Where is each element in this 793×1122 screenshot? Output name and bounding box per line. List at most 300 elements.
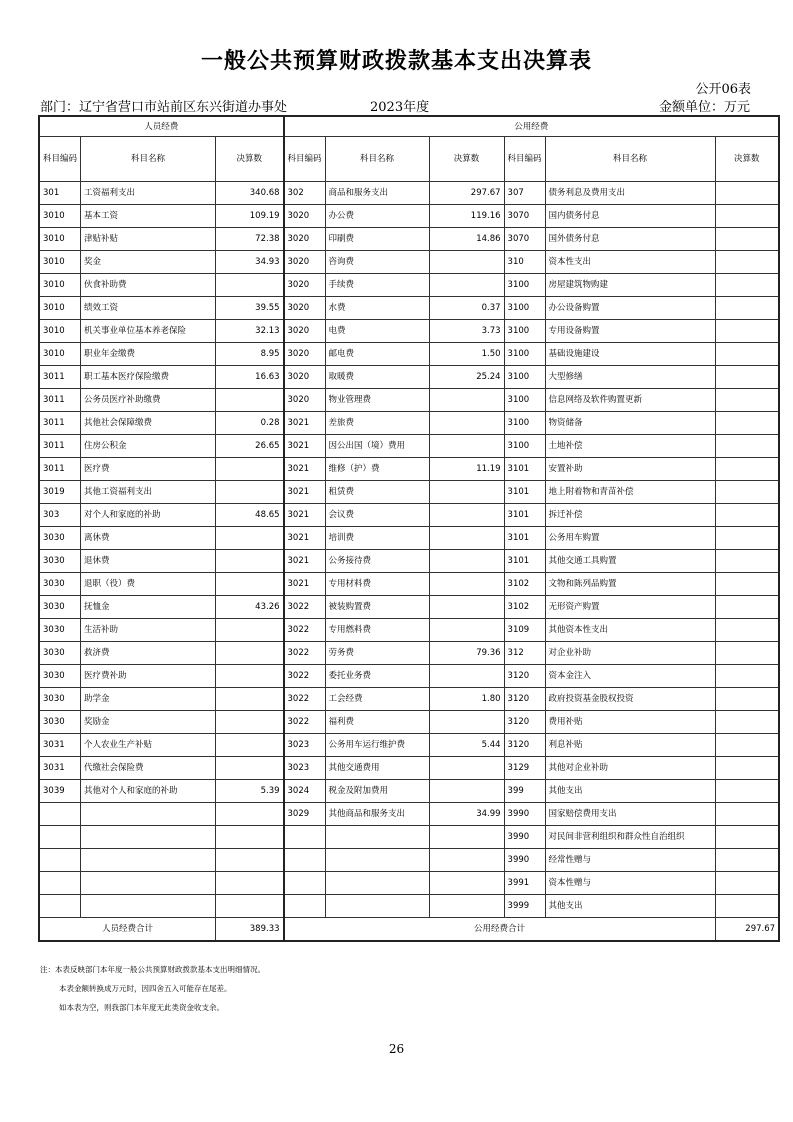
row-name: 工资福利支出	[81, 182, 216, 205]
row-amount	[715, 412, 779, 435]
row-amount	[216, 481, 284, 504]
row-amount: 119.16	[429, 205, 504, 228]
row-code: 3109	[504, 619, 545, 642]
row-amount	[715, 619, 779, 642]
row-code: 3031	[39, 734, 81, 757]
row-amount	[715, 458, 779, 481]
row-name: 其他支出	[545, 895, 715, 918]
row-code	[39, 803, 81, 826]
col-header-amount: 决算数	[429, 137, 504, 182]
row-code: 3102	[504, 596, 545, 619]
row-amount: 0.28	[216, 412, 284, 435]
row-amount	[429, 619, 504, 642]
row-code: 3011	[39, 458, 81, 481]
row-code: 3020	[284, 251, 326, 274]
row-name: 专用设备购置	[545, 320, 715, 343]
row-code: 3020	[284, 343, 326, 366]
row-name: 生活补助	[81, 619, 216, 642]
row-code: 3021	[284, 550, 326, 573]
row-amount	[715, 481, 779, 504]
personnel-total-label: 人员经费合计	[39, 918, 216, 942]
row-code: 3101	[504, 458, 545, 481]
row-code: 3129	[504, 757, 545, 780]
table-row	[39, 527, 779, 550]
row-name: 资本性赠与	[545, 872, 715, 895]
row-name: 其他商品和服务支出	[325, 803, 429, 826]
row-code: 3101	[504, 481, 545, 504]
row-code: 3030	[39, 665, 81, 688]
row-amount: 297.67	[429, 182, 504, 205]
row-name: 退休费	[81, 550, 216, 573]
table-row	[39, 550, 779, 573]
row-name: 国外债务付息	[545, 228, 715, 251]
row-name: 安置补助	[545, 458, 715, 481]
row-name: 其他对企业补助	[545, 757, 715, 780]
row-name: 办公设备购置	[545, 297, 715, 320]
row-code: 3020	[284, 274, 326, 297]
table-row	[39, 343, 779, 366]
row-amount	[715, 849, 779, 872]
row-code	[284, 895, 326, 918]
table-row	[39, 205, 779, 228]
table-row	[39, 435, 779, 458]
row-amount	[715, 527, 779, 550]
row-amount: 43.26	[216, 596, 284, 619]
table-row	[39, 251, 779, 274]
table-row	[39, 366, 779, 389]
row-amount	[715, 504, 779, 527]
row-amount	[429, 435, 504, 458]
public-section-header: 公用经费	[284, 116, 780, 137]
row-name: 其他交通工具购置	[545, 550, 715, 573]
department-label: 部门：辽宁省营口市站前区东兴街道办事处	[40, 100, 288, 115]
row-code	[284, 826, 326, 849]
table-header-info	[40, 96, 750, 114]
row-code: 3011	[39, 389, 81, 412]
row-amount	[216, 895, 284, 918]
row-code: 3100	[504, 366, 545, 389]
row-amount	[715, 320, 779, 343]
row-code: 3030	[39, 619, 81, 642]
table-row	[39, 757, 779, 780]
row-amount	[216, 642, 284, 665]
row-code: 312	[504, 642, 545, 665]
row-amount	[216, 711, 284, 734]
row-name: 咨询费	[325, 251, 429, 274]
row-name: 经常性赠与	[545, 849, 715, 872]
row-code: 3030	[39, 711, 81, 734]
row-name: 资本性支出	[545, 251, 715, 274]
row-amount	[216, 458, 284, 481]
row-amount	[715, 274, 779, 297]
row-amount	[715, 665, 779, 688]
row-amount	[216, 550, 284, 573]
row-code: 3021	[284, 458, 326, 481]
row-amount	[715, 182, 779, 205]
row-amount	[715, 688, 779, 711]
row-code: 3010	[39, 274, 81, 297]
row-name: 医疗费	[81, 458, 216, 481]
row-amount	[429, 274, 504, 297]
row-amount: 79.36	[429, 642, 504, 665]
row-name: 税金及附加费用	[325, 780, 429, 803]
table-row	[39, 642, 779, 665]
row-code: 3102	[504, 573, 545, 596]
row-amount	[715, 895, 779, 918]
row-name: 其他工资福利支出	[81, 481, 216, 504]
row-code: 3101	[504, 550, 545, 573]
row-code: 3030	[39, 573, 81, 596]
row-code: 3100	[504, 320, 545, 343]
row-name: 奖励金	[81, 711, 216, 734]
table-row	[39, 734, 779, 757]
row-code: 3022	[284, 711, 326, 734]
row-code: 3020	[284, 389, 326, 412]
row-code: 3011	[39, 435, 81, 458]
row-amount	[216, 527, 284, 550]
row-code: 3120	[504, 688, 545, 711]
row-name: 租赁费	[325, 481, 429, 504]
row-name: 信息网络及软件购置更新	[545, 389, 715, 412]
personnel-total-value: 389.33	[216, 918, 284, 942]
row-code: 3021	[284, 573, 326, 596]
col-header-code: 科目编码	[504, 137, 545, 182]
row-amount	[715, 573, 779, 596]
col-header-amount: 决算数	[216, 137, 284, 182]
row-name: 政府投资基金股权投资	[545, 688, 715, 711]
row-name: 津贴补贴	[81, 228, 216, 251]
note-line: 本表金额转换成万元时，因四舍五入可能存在尾差。	[59, 984, 232, 993]
row-code: 3101	[504, 527, 545, 550]
row-name: 邮电费	[325, 343, 429, 366]
row-code: 3022	[284, 619, 326, 642]
row-amount	[429, 665, 504, 688]
row-code: 302	[284, 182, 326, 205]
row-code: 399	[504, 780, 545, 803]
row-name: 物资储备	[545, 412, 715, 435]
table-row	[39, 711, 779, 734]
page-title: 一般公共预算财政拨款基本支出决算表	[200, 49, 592, 74]
row-amount	[216, 803, 284, 826]
row-amount	[429, 412, 504, 435]
row-code: 3100	[504, 389, 545, 412]
row-name: 对民间非营利组织和群众性自治组织	[545, 826, 715, 849]
row-amount	[715, 435, 779, 458]
row-code: 3990	[504, 803, 545, 826]
row-code: 3021	[284, 481, 326, 504]
expenditure-table	[38, 115, 780, 942]
table-row	[39, 665, 779, 688]
row-amount	[715, 550, 779, 573]
row-amount	[715, 205, 779, 228]
row-amount	[216, 389, 284, 412]
row-code: 3020	[284, 205, 326, 228]
row-name: 办公费	[325, 205, 429, 228]
row-name	[325, 826, 429, 849]
year-label: 2023年度	[370, 100, 430, 115]
row-amount: 26.65	[216, 435, 284, 458]
row-amount: 1.50	[429, 343, 504, 366]
row-name: 土地补偿	[545, 435, 715, 458]
row-code: 3070	[504, 228, 545, 251]
table-row	[39, 412, 779, 435]
row-code: 307	[504, 182, 545, 205]
row-code: 3010	[39, 320, 81, 343]
row-amount: 5.44	[429, 734, 504, 757]
row-amount: 5.39	[216, 780, 284, 803]
row-name: 电费	[325, 320, 429, 343]
row-name: 维修（护）费	[325, 458, 429, 481]
row-amount	[216, 274, 284, 297]
row-code	[284, 849, 326, 872]
row-code: 3100	[504, 274, 545, 297]
row-name: 公务用车运行维护费	[325, 734, 429, 757]
row-code: 3031	[39, 757, 81, 780]
row-code: 3991	[504, 872, 545, 895]
form-number: 公开06表	[695, 82, 751, 97]
table-row	[39, 320, 779, 343]
row-name: 差旅费	[325, 412, 429, 435]
row-name: 物业管理费	[325, 389, 429, 412]
row-code: 3120	[504, 734, 545, 757]
row-amount: 1.80	[429, 688, 504, 711]
row-amount: 72.38	[216, 228, 284, 251]
row-amount	[429, 849, 504, 872]
row-amount	[715, 389, 779, 412]
row-code: 3020	[284, 297, 326, 320]
row-code: 3100	[504, 412, 545, 435]
row-amount	[429, 527, 504, 550]
row-code	[284, 872, 326, 895]
row-name: 印刷费	[325, 228, 429, 251]
table-row	[39, 573, 779, 596]
row-amount	[216, 573, 284, 596]
row-amount	[429, 251, 504, 274]
row-amount	[429, 573, 504, 596]
row-name: 利息补贴	[545, 734, 715, 757]
row-name: 基础设施建设	[545, 343, 715, 366]
row-name: 其他资本性支出	[545, 619, 715, 642]
row-name: 取暖费	[325, 366, 429, 389]
col-header-code: 科目编码	[284, 137, 326, 182]
row-code	[39, 872, 81, 895]
row-code: 3021	[284, 435, 326, 458]
row-amount: 48.65	[216, 504, 284, 527]
row-name: 医疗费补助	[81, 665, 216, 688]
notes	[40, 960, 265, 1017]
row-name: 救济费	[81, 642, 216, 665]
row-name: 机关事业单位基本养老保险	[81, 320, 216, 343]
row-name: 对企业补助	[545, 642, 715, 665]
row-amount	[715, 826, 779, 849]
row-name: 其他支出	[545, 780, 715, 803]
table-row	[39, 182, 779, 205]
row-name: 绩效工资	[81, 297, 216, 320]
row-code: 3019	[39, 481, 81, 504]
row-amount	[429, 550, 504, 573]
table-row	[39, 297, 779, 320]
row-name: 专用燃料费	[325, 619, 429, 642]
row-code: 3020	[284, 320, 326, 343]
row-amount	[429, 757, 504, 780]
personnel-section-header: 人员经费	[39, 116, 284, 137]
row-code: 3020	[284, 366, 326, 389]
row-code: 3990	[504, 826, 545, 849]
row-name: 商品和服务支出	[325, 182, 429, 205]
row-name: 委托业务费	[325, 665, 429, 688]
row-code: 301	[39, 182, 81, 205]
row-name: 水费	[325, 297, 429, 320]
row-code: 3030	[39, 688, 81, 711]
row-code: 3029	[284, 803, 326, 826]
row-amount: 34.93	[216, 251, 284, 274]
row-name: 工会经费	[325, 688, 429, 711]
col-header-name: 科目名称	[325, 137, 429, 182]
row-code: 3120	[504, 711, 545, 734]
row-amount	[715, 757, 779, 780]
row-amount	[715, 596, 779, 619]
row-code: 3011	[39, 366, 81, 389]
row-code: 3022	[284, 642, 326, 665]
row-amount	[216, 826, 284, 849]
table-row	[39, 872, 779, 895]
row-code: 3030	[39, 596, 81, 619]
row-amount: 32.13	[216, 320, 284, 343]
table-row	[39, 780, 779, 803]
row-code: 3101	[504, 504, 545, 527]
row-name: 其他交通费用	[325, 757, 429, 780]
table-row	[39, 895, 779, 918]
row-code: 3070	[504, 205, 545, 228]
col-header-name: 科目名称	[81, 137, 216, 182]
row-code: 3990	[504, 849, 545, 872]
row-name: 其他社会保障缴费	[81, 412, 216, 435]
note-line: 如本表为空，则我部门本年度无此类资金收支余。	[59, 1003, 224, 1012]
row-amount	[715, 711, 779, 734]
row-amount	[715, 228, 779, 251]
totals-row	[39, 918, 779, 942]
row-name: 培训费	[325, 527, 429, 550]
row-name: 债务利息及费用支出	[545, 182, 715, 205]
row-name: 费用补贴	[545, 711, 715, 734]
row-code: 3100	[504, 343, 545, 366]
row-amount	[216, 849, 284, 872]
row-code: 3010	[39, 228, 81, 251]
row-name: 专用材料费	[325, 573, 429, 596]
row-name: 拆迁补偿	[545, 504, 715, 527]
row-amount	[429, 711, 504, 734]
row-name: 文物和陈列品购置	[545, 573, 715, 596]
row-amount: 109.19	[216, 205, 284, 228]
unit-label: 金额单位：万元	[658, 100, 750, 115]
row-amount	[216, 619, 284, 642]
row-name	[81, 826, 216, 849]
row-name: 福利费	[325, 711, 429, 734]
row-name: 退职（役）费	[81, 573, 216, 596]
row-code: 3030	[39, 550, 81, 573]
row-code: 3030	[39, 527, 81, 550]
row-amount	[715, 251, 779, 274]
row-amount	[216, 757, 284, 780]
row-name: 国家赔偿费用支出	[545, 803, 715, 826]
row-code: 3022	[284, 665, 326, 688]
row-amount	[715, 642, 779, 665]
row-code: 303	[39, 504, 81, 527]
row-name	[325, 849, 429, 872]
row-name: 资本金注入	[545, 665, 715, 688]
row-amount	[216, 872, 284, 895]
row-amount	[715, 366, 779, 389]
row-name: 大型修缮	[545, 366, 715, 389]
row-code: 3039	[39, 780, 81, 803]
row-name: 离休费	[81, 527, 216, 550]
row-name	[325, 895, 429, 918]
row-name: 奖金	[81, 251, 216, 274]
row-name: 抚恤金	[81, 596, 216, 619]
table-row	[39, 803, 779, 826]
row-name: 国内债务付息	[545, 205, 715, 228]
page-number: 26	[388, 1042, 405, 1056]
row-amount	[216, 688, 284, 711]
row-amount: 340.68	[216, 182, 284, 205]
public-total-label: 公用经费合计	[284, 918, 716, 942]
row-name: 房屋建筑物购建	[545, 274, 715, 297]
table-row	[39, 481, 779, 504]
public-total-value: 297.67	[715, 918, 779, 942]
row-name: 伙食补助费	[81, 274, 216, 297]
row-name: 其他对个人和家庭的补助	[81, 780, 216, 803]
row-amount	[429, 895, 504, 918]
row-name: 助学金	[81, 688, 216, 711]
row-name: 无形资产购置	[545, 596, 715, 619]
row-name: 公务员医疗补助缴费	[81, 389, 216, 412]
row-code: 3022	[284, 688, 326, 711]
row-name: 个人农业生产补贴	[81, 734, 216, 757]
table-row	[39, 504, 779, 527]
row-amount: 8.95	[216, 343, 284, 366]
row-code: 3023	[284, 734, 326, 757]
col-header-amount: 决算数	[715, 137, 779, 182]
row-code: 3023	[284, 757, 326, 780]
row-code: 3010	[39, 205, 81, 228]
row-name: 劳务费	[325, 642, 429, 665]
row-amount	[715, 343, 779, 366]
row-amount	[429, 504, 504, 527]
row-amount	[715, 872, 779, 895]
row-amount: 0.37	[429, 297, 504, 320]
row-amount	[429, 826, 504, 849]
row-name: 公务接待费	[325, 550, 429, 573]
row-code: 3022	[284, 596, 326, 619]
row-amount	[429, 596, 504, 619]
row-name: 职业年金缴费	[81, 343, 216, 366]
row-name: 被装购置费	[325, 596, 429, 619]
row-code: 3020	[284, 228, 326, 251]
row-amount	[429, 872, 504, 895]
row-name: 代缴社会保险费	[81, 757, 216, 780]
table-row	[39, 389, 779, 412]
row-code: 3010	[39, 343, 81, 366]
row-name: 基本工资	[81, 205, 216, 228]
row-amount	[715, 803, 779, 826]
row-code: 3011	[39, 412, 81, 435]
row-name	[81, 849, 216, 872]
row-code: 3021	[284, 504, 326, 527]
row-code: 3120	[504, 665, 545, 688]
row-amount	[429, 780, 504, 803]
table-row	[39, 619, 779, 642]
row-name	[325, 872, 429, 895]
